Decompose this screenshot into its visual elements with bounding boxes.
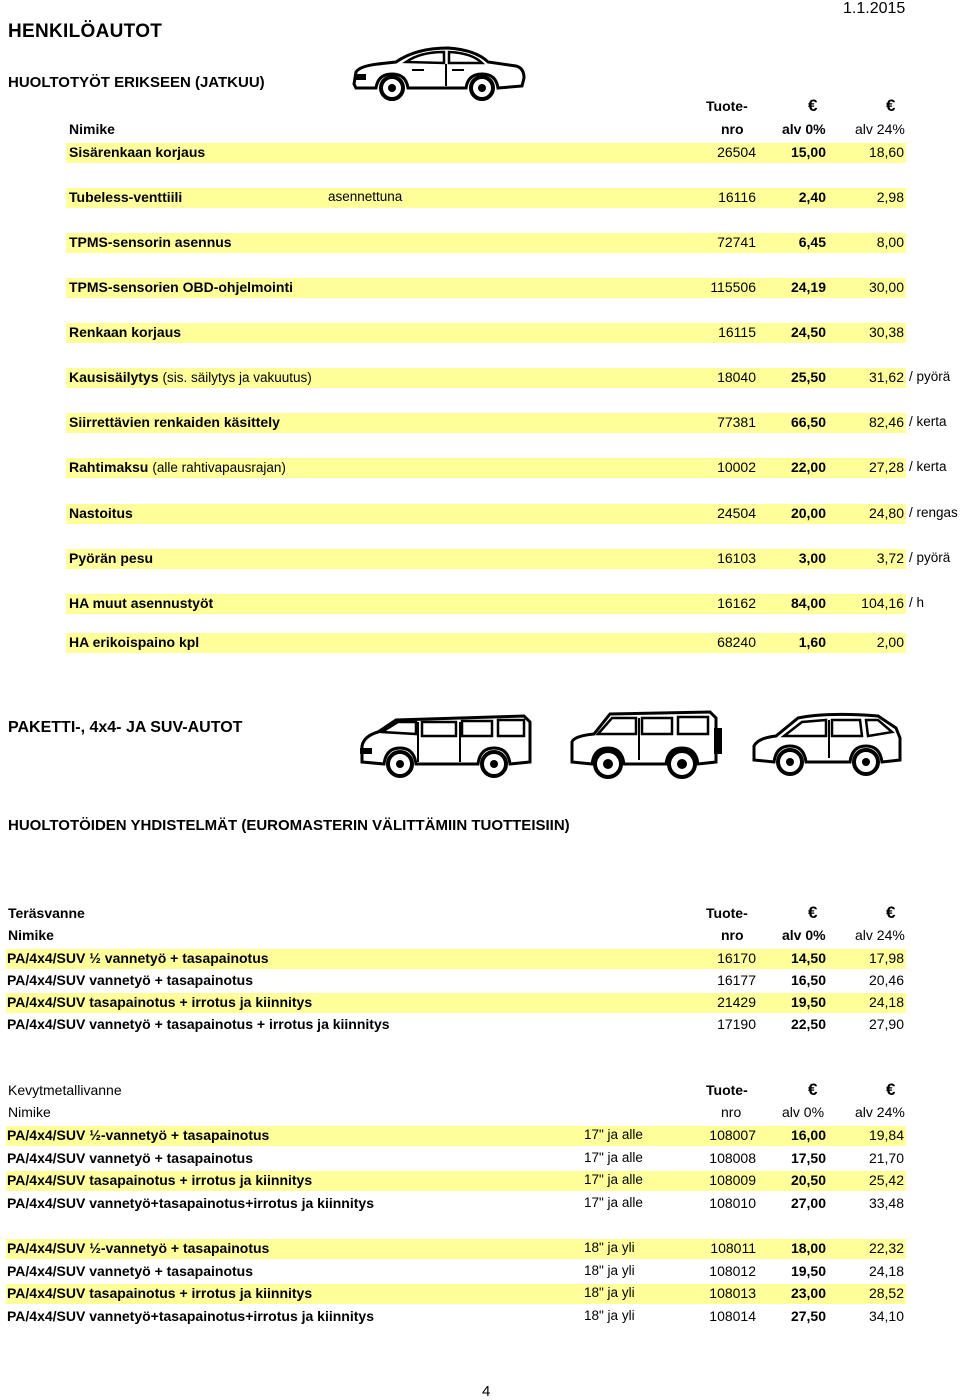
row-size: 18" ja yli [584,1285,635,1300]
table-row [6,1149,906,1169]
table-row [66,368,951,388]
row-code: 108011 [710,1240,756,1256]
row-name [69,144,205,160]
table-row [6,1194,906,1214]
sedan-car-icon [348,44,526,102]
row-net: 15,00 [790,144,826,160]
row-size: 17" ja alle [584,1127,643,1142]
row-name-text: Renkaan korjaus [69,324,182,340]
row-code: 77381 [717,414,756,430]
row-gross: 21,70 [868,1150,904,1166]
row-name: PA/4x4/SUV ½-vannetyö + tasapainotus [7,1240,270,1256]
table-row [66,413,947,433]
table-row [66,143,906,163]
table-row [6,949,906,969]
row-name: PA/4x4/SUV vannetyö + tasapainotus [7,972,253,988]
row-name [69,369,312,385]
table-row [6,1262,906,1282]
row-note: (alle rahtivapausrajan) [152,460,286,475]
alloy-col-name: Nimike [8,1104,51,1120]
row-net: 66,50 [790,414,826,430]
row-unit: / pyörä [909,550,951,565]
row-net: 25,50 [790,369,826,385]
row-gross: 17,98 [868,950,904,966]
row-code: 108014 [709,1308,756,1324]
row-code: 108012 [709,1263,756,1279]
row-unit: / pyörä [909,369,951,384]
col-net-header-top: € [808,96,818,115]
row-net: 18,00 [790,1240,826,1256]
row-net: 16,00 [790,1127,826,1143]
row-gross: 30,00 [868,279,904,295]
row-net: 19,50 [790,1263,826,1279]
alloy-col-net-top: € [808,1080,818,1099]
table-row [6,1015,906,1035]
table-row [66,504,958,524]
row-net: 19,50 [790,994,826,1010]
row-code: 21429 [717,994,756,1010]
date-label: 1.1.2015 [843,0,906,17]
row-code: 108009 [709,1172,756,1188]
suv-icon [748,710,908,782]
row-name-text: HA erikoispaino kpl [69,634,200,650]
page-number: 4 [482,1383,491,1400]
row-gross: 33,48 [868,1195,904,1211]
row-code: 16170 [717,950,756,966]
row-name [69,550,153,566]
row-net: 1,60 [798,634,826,650]
row-net: 27,50 [790,1308,826,1324]
table-row [66,633,906,653]
row-code: 18040 [717,369,756,385]
row-name: PA/4x4/SUV vannetyö + tasapainotus [7,1150,253,1166]
row-unit: / kerta [909,459,947,474]
alloy-col-net: alv 0% [782,1104,825,1120]
row-net: 20,50 [790,1172,826,1188]
row-gross: 24,80 [868,505,904,521]
row-net: 24,19 [790,279,826,295]
col-net-header: alv 0% [782,121,826,137]
row-name: PA/4x4/SUV tasapainotus + irrotus ja kiinnitys [7,1172,313,1188]
row-unit: / rengas [909,505,958,520]
row-code: 16115 [718,324,756,340]
row-name-text: Tubeless-venttiili [69,189,183,205]
steel-col-net: alv 0% [782,927,826,943]
table-row [66,188,906,208]
table-row [66,323,906,343]
row-name-text: Rahtimaksu [69,459,149,475]
alloy-col-code: nro [721,1104,742,1120]
row-gross: 24,18 [868,994,904,1010]
row-size: 18" ja yli [584,1240,635,1255]
col-code-header: nro [721,121,744,137]
row-net: 3,00 [798,550,826,566]
row-code: 16177 [717,972,756,988]
row-code: 16103 [717,550,756,566]
row-code: 24504 [717,505,756,521]
row-name-text: HA muut asennustyöt [69,595,214,611]
row-unit: / kerta [909,414,947,429]
row-name [69,279,293,295]
row-name [69,505,133,521]
row-gross: 3,72 [876,550,904,566]
row-code: 108008 [709,1150,756,1166]
row-name: PA/4x4/SUV tasapainotus + irrotus ja kiinnitys [7,1285,313,1301]
col-code-header-top: Tuote- [706,98,748,114]
table-row [66,549,951,569]
steel-col-gross: alv 24% [855,927,905,943]
row-name-text: Sisärenkaan korjaus [69,144,206,160]
steel-col-code: nro [721,927,744,943]
row-name-text: Nastoitus [69,505,133,521]
row-gross: 2,00 [876,634,904,650]
row-gross: 18,60 [868,144,904,160]
alloy-col-gross: alv 24% [855,1104,905,1120]
row-name: PA/4x4/SUV vannetyö + tasapainotus + irrotus ja kiinnitys [7,1016,390,1032]
row-net: 20,00 [790,505,826,521]
row-net: 23,00 [790,1285,826,1301]
steel-group-label: Teräsvanne [8,905,85,921]
row-code: 68240 [717,634,756,650]
row-gross: 25,42 [868,1172,904,1188]
col-name-header: Nimike [69,121,115,137]
row-gross: 104,16 [861,595,904,611]
table-row [6,1307,906,1327]
row-name [69,324,181,340]
row-name: PA/4x4/SUV vannetyö+tasapainotus+irrotus ja kiinnitys [7,1308,374,1324]
steel-col-net-top: € [808,903,818,922]
row-net: 22,00 [790,459,826,475]
row-size: 18" ja yli [584,1263,635,1278]
row-gross: 2,98 [876,189,904,205]
row-code: 16116 [718,189,756,205]
table-row [66,594,925,614]
row-extra: asennettuna [328,189,403,204]
row-gross: 27,90 [868,1016,904,1032]
row-gross: 19,84 [868,1127,904,1143]
row-name: PA/4x4/SUV ½ vannetyö + tasapainotus [7,950,269,966]
row-net: 27,00 [790,1195,826,1211]
row-code: 115506 [710,279,756,295]
alloy-group-label: Kevytmetallivanne [8,1082,122,1098]
table-row [6,993,906,1013]
row-net: 14,50 [790,950,826,966]
row-gross: 34,10 [868,1308,904,1324]
alloy-col-gross-top: € [886,1080,896,1099]
row-size: 18" ja yli [584,1308,635,1323]
steel-col-code-top: Tuote- [706,905,748,921]
row-code: 108010 [709,1195,756,1211]
row-net: 24,50 [790,324,826,340]
steel-col-name: Nimike [8,927,54,943]
jeep-4x4-icon [564,708,724,784]
row-net: 2,40 [798,189,826,205]
row-net: 6,45 [798,234,826,250]
table-row [6,1284,906,1304]
row-name-text: Kausisäilytys [69,369,159,385]
row-net: 17,50 [790,1150,826,1166]
row-gross: 28,52 [868,1285,904,1301]
row-name [69,234,232,250]
row-gross: 24,18 [868,1263,904,1279]
col-gross-header-top: € [886,96,896,115]
row-code: 26504 [717,144,756,160]
row-code: 108007 [709,1127,756,1143]
table-row [6,1126,906,1146]
row-net: 84,00 [790,595,826,611]
section2-subtitle: HUOLTOTÖIDEN YHDISTELMÄT (EUROMASTERIN VÄLITTÄMIIN TUOTTEISIIN) [8,817,570,834]
row-name [69,595,213,611]
van-icon [356,712,536,782]
row-name: PA/4x4/SUV tasapainotus + irrotus ja kiinnitys [7,994,313,1010]
row-name: PA/4x4/SUV vannetyö+tasapainotus+irrotus ja kiinnitys [7,1195,374,1211]
row-name-text: TPMS-sensorien OBD-ohjelmointi [69,279,294,295]
row-net: 16,50 [790,972,826,988]
row-gross: 22,32 [868,1240,904,1256]
row-gross: 8,00 [876,234,904,250]
row-name-text: TPMS-sensorin asennus [69,234,232,250]
page-title: HENKILÖAUTOT [8,21,163,42]
row-size: 17" ja alle [584,1172,643,1187]
table-row [6,1239,906,1259]
row-code: 108013 [709,1285,756,1301]
section2-title: PAKETTI-, 4x4- JA SUV-AUTOT [8,719,243,736]
col-gross-header: alv 24% [855,121,905,137]
table-row [6,1171,906,1191]
table-row [66,458,947,478]
row-size: 17" ja alle [584,1150,643,1165]
row-gross: 27,28 [868,459,904,475]
row-unit: / h [909,595,925,610]
table-row [66,233,906,253]
table-row [66,278,906,298]
row-code: 72741 [717,234,756,250]
row-note: (sis. säilytys ja vakuutus) [162,370,312,385]
row-name: PA/4x4/SUV vannetyö + tasapainotus [7,1263,253,1279]
row-gross: 20,46 [868,972,904,988]
row-name: PA/4x4/SUV ½-vannetyö + tasapainotus [7,1127,270,1143]
row-name [69,414,280,430]
row-gross: 31,62 [868,369,904,385]
row-gross: 30,38 [868,324,904,340]
row-code: 17190 [717,1016,756,1032]
row-code: 10002 [717,459,756,475]
steel-col-gross-top: € [886,903,896,922]
table-row [6,971,906,991]
row-size: 17" ja alle [584,1195,643,1210]
row-gross: 82,46 [868,414,904,430]
row-name-text: Siirrettävien renkaiden käsittely [69,414,280,430]
row-code: 16162 [717,595,756,611]
row-net: 22,50 [790,1016,826,1032]
alloy-col-code-top: Tuote- [706,1082,748,1098]
row-name [69,459,286,475]
row-name [69,634,199,650]
section-subtitle: HUOLTOTYÖT ERIKSEEN (JATKUU) [8,74,265,91]
row-name-text: Pyörän pesu [69,550,154,566]
row-name [69,189,182,205]
